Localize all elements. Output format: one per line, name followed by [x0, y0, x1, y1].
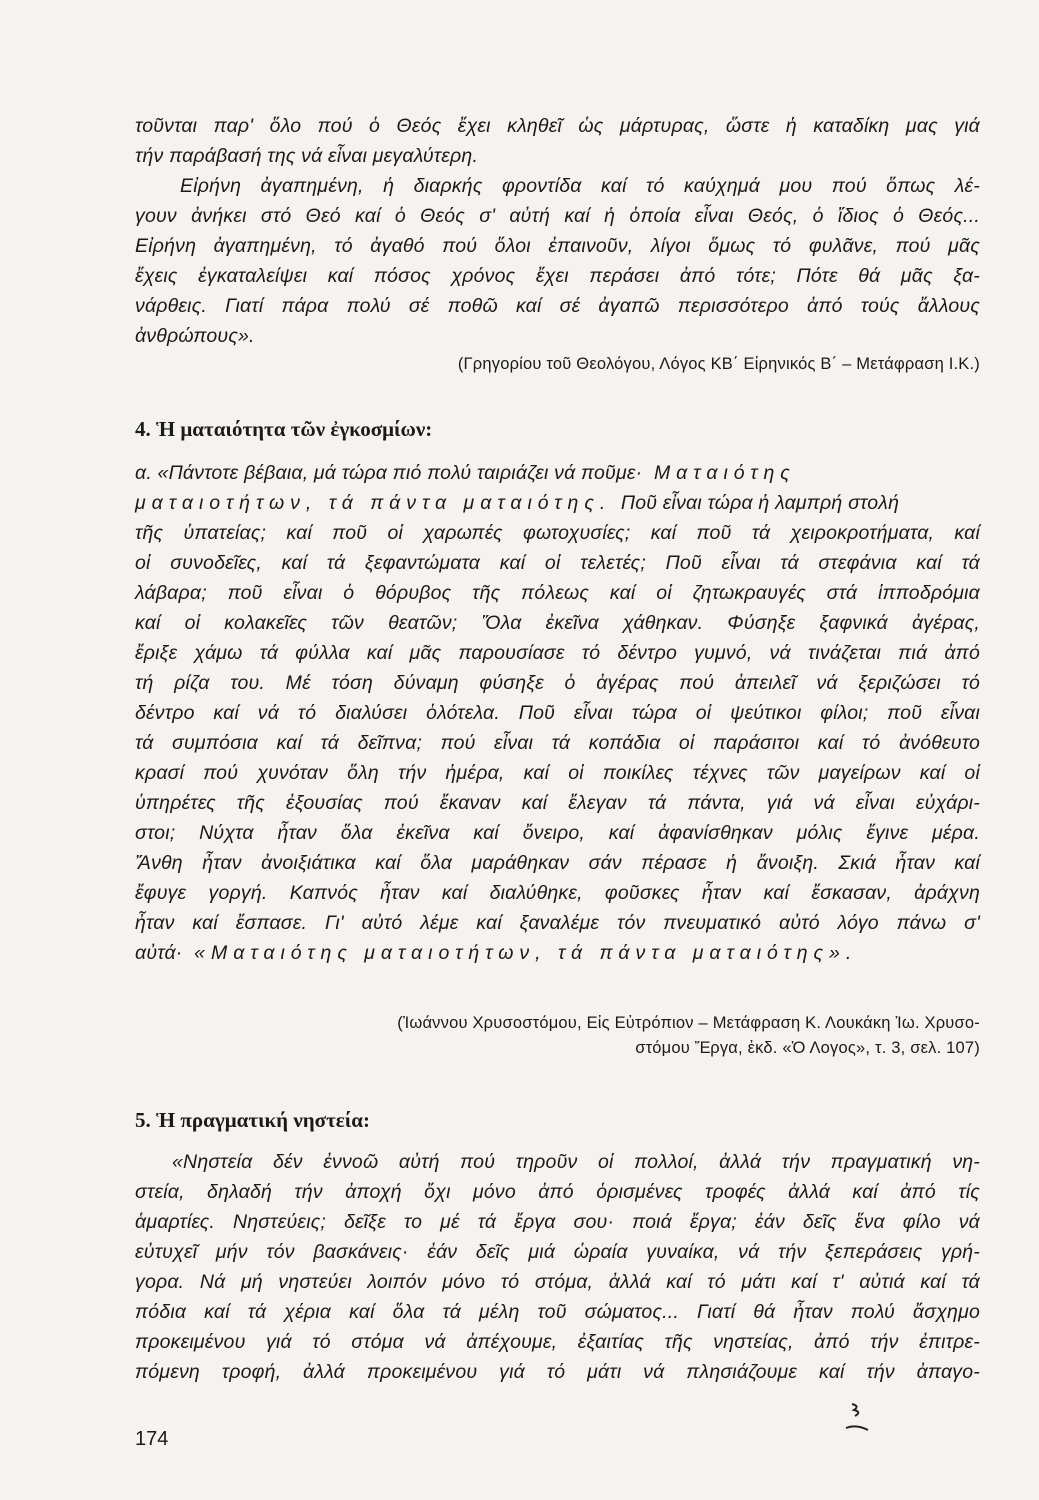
paragraph-line: «Νηστεία δέν ἐννοῶ αὐτή πού τηροῦν οἱ πολλοί, ἀλλά τήν πραγματική νη- [172, 1151, 980, 1173]
paragraph-line: τοῦνται παρ' ὅλο πού ὁ Θεός ἔχει κληθεῖ ὡς μάρτυρας, ὥστε ἡ καταδίκη μας γιά [135, 115, 980, 137]
paragraph-line: ἔριξε χάμω τά φύλλα καί μᾶς παρουσίασε τό δέντρο γυμνό, νά τινάζεται πιά ἀπό [135, 642, 980, 664]
paragraph-line: Ἄνθη ἦταν ἀνοιξιάτικα καί ὅλα μαράθηκαν σάν πέρασε ἡ ἄνοιξη. Σκιά ἦταν καί [135, 852, 980, 874]
paragraph-line [135, 489, 980, 517]
emphasized-text: Ματαιότης [653, 462, 796, 484]
paragraph-line: ἀνθρώπους». [135, 325, 255, 347]
paragraph-line: εὐτυχεῖ μήν τόν βασκάνεις· ἐάν δεῖς μιά ὡραία γυναίκα, νά τήν ξεπεράσεις γρή- [135, 1241, 980, 1263]
paragraph-line: ἔφυγε γοργή. Καπνός ἦταν καί διαλύθηκε, φοῦσκες ἦταν καί ἔσκασαν, ἀράχνη [135, 882, 980, 904]
ink-mark-icon [842, 1398, 872, 1438]
paragraph-line: Εἰρήνη ἀγαπημένη, ἡ διαρκής φροντίδα καί τό καύχημά μου πού ὅπως λέ- [180, 175, 980, 197]
paragraph-line: ἁμαρτίες. Νηστεύεις; δεῖξε το μέ τά ἔργα σου· ποιά ἔργα; ἐάν δεῖς ἕνα φίλο νά [135, 1211, 980, 1233]
line-segment: Ποῦ εἶναι τώρα ἡ λαμπρή στολή [620, 492, 900, 514]
paragraph-line: γουν ἀνήκει στό Θεό καί ὁ Θεός σ' αὐτή καί ἡ ὁποία εἶναι Θεός, ὁ ἴδιος ὁ Θεός... [135, 205, 980, 227]
citation: (Ἰωάννου Χρυσοστόμου, Εἰς Εὐτρόπιον – Μετάφραση Κ. Λουκάκη Ἰω. Χρυσο- [397, 1014, 980, 1032]
citation: (Γρηγορίου τοῦ Θεολόγου, Λόγος ΚΒ΄ Εἰρηνικός Β΄ – Μετάφραση Ι.Κ.) [457, 355, 980, 373]
paragraph-line: Εἰρήνη ἀγαπημένη, τό ἀγαθό πού ὅλοι ἐπαινοῦν, λίγοι ὅμως τό φυλᾶνε, πού μᾶς [135, 235, 980, 257]
paragraph-line: κρασί πού χυνόταν ὅλη τήν ἡμέρα, καί οἱ ποικίλες τέχνες τῶν μαγείρων καί οἱ [135, 762, 980, 784]
paragraph-line: νάρθεις. Γιατί πάρα πολύ σέ ποθῶ καί σέ ἀγαπῶ περισσότερο ἀπό τούς ἄλλους [135, 295, 980, 317]
section-heading: 4. Ἡ ματαιότητα τῶν ἐγκοσμίων: [135, 417, 433, 441]
paragraph-line: οἱ συνοδεῖες, καί τά ξεφαντώματα καί οἱ τελετές; Ποῦ εἶναι τά στεφάνια καί τά [135, 552, 980, 574]
paragraph-line: ἦταν καί ἔσπασε. Γι' αὐτό λέμε καί ξαναλέμε τόν πνευματικό αὐτό λόγο πάνω σ' [135, 912, 980, 934]
paragraph-line: πόμενη τροφή, ἀλλά προκειμένου γιά τό μάτι νά πλησιάζουμε καί τήν ἀπαγο- [135, 1361, 980, 1383]
line-segment: αὐτά· [135, 942, 183, 964]
paragraph-line: τά συμπόσια καί τά δεῖπνα; πού εἶναι τά κοπάδια οἱ παράσιτοι καί τό ἀνόθευτο [135, 732, 980, 754]
section-heading: 5. Ἡ πραγματική νηστεία: [135, 1108, 370, 1132]
paragraph-line: λάβαρα; ποῦ εἶναι ὁ θόρυβος τῆς πόλεως καί οἱ ζητωκραυγές στά ἱπποδρόμια [135, 582, 980, 604]
paragraph-line: ἔχεις ἐγκαταλείψει καί πόσος χρόνος ἔχει περάσει ἀπό τότε; Πότε θά μᾶς ξα- [135, 265, 980, 287]
paragraph-line: προκειμένου γιά τό στόμα νά ἀπέχουμε, ἐξαιτίας τῆς νηστείας, ἀπό τήν ἐπιτρε- [135, 1331, 980, 1353]
paragraph-line: στοι; Νύχτα ἦταν ὅλα ἐκεῖνα καί ὄνειρο, καί ἀφανίσθηκαν μόλις ἔγινε μέρα. [135, 822, 980, 844]
citation: στόμου Ἔργα, ἐκδ. «Ὁ Λογος», τ. 3, σελ. 107) [635, 1039, 980, 1057]
line-segment: α. «Πάντοτε βέβαια, μά τώρα πιό πολύ ταιριάζει νά ποῦμε· [135, 462, 643, 484]
page-number: 174 [135, 1428, 169, 1450]
paragraph-line [135, 939, 980, 967]
paragraph-line [135, 459, 980, 487]
emphasized-text: «Ματαιότης ματαιοτήτων, τά πάντα ματαιότης». [194, 942, 858, 964]
paragraph-line: τῆς ὑπατείας; καί ποῦ οἱ χαρωπές φωτοχυσίες; καί ποῦ τά χειροκροτήματα, καί [135, 522, 980, 544]
emphasized-text: ματαιοτήτων, τά πάντα ματαιότης. [135, 492, 612, 514]
paragraph-line: ὑπηρέτες τῆς ἐξουσίας πού ἔκαναν καί ἔλεγαν τά πάντα, γιά νά εἶναι εὐχάρι- [135, 792, 980, 814]
paragraph-line: καί οἱ κολακεῖες τῶν θεατῶν; Ὅλα ἐκεῖνα χάθηκαν. Φύσηξε ξαφνικά ἀγέρας, [135, 612, 980, 634]
paragraph-line: τήν παράβασή της νά εἶναι μεγαλύτερη. [135, 145, 479, 167]
paragraph-line: πόδια καί τά χέρια καί ὅλα τά μέλη τοῦ σώματος... Γιατί θά ἦταν πολύ ἄσχημο [135, 1301, 980, 1323]
paragraph-line: γορα. Νά μή νηστεύει λοιπόν μόνο τό στόμα, ἀλλά καί τό μάτι καί τ' αὐτιά καί τά [135, 1271, 980, 1293]
paragraph-line: τή ρίζα του. Μέ τόση δύναμη φύσηξε ὁ ἀγέρας πού ἀπειλεῖ νά ξεριζώσει τό [135, 672, 980, 694]
paragraph-line: δέντρο καί νά τό διαλύσει ὁλότελα. Ποῦ εἶναι τώρα οἱ ψεύτικοι φίλοι; ποῦ εἶναι [135, 702, 980, 724]
paragraph-line: στεία, δηλαδή τήν ἀποχή ὄχι μόνο ἀπό ὁρισμένες τροφές ἀλλά καί ἀπό τίς [135, 1181, 980, 1203]
